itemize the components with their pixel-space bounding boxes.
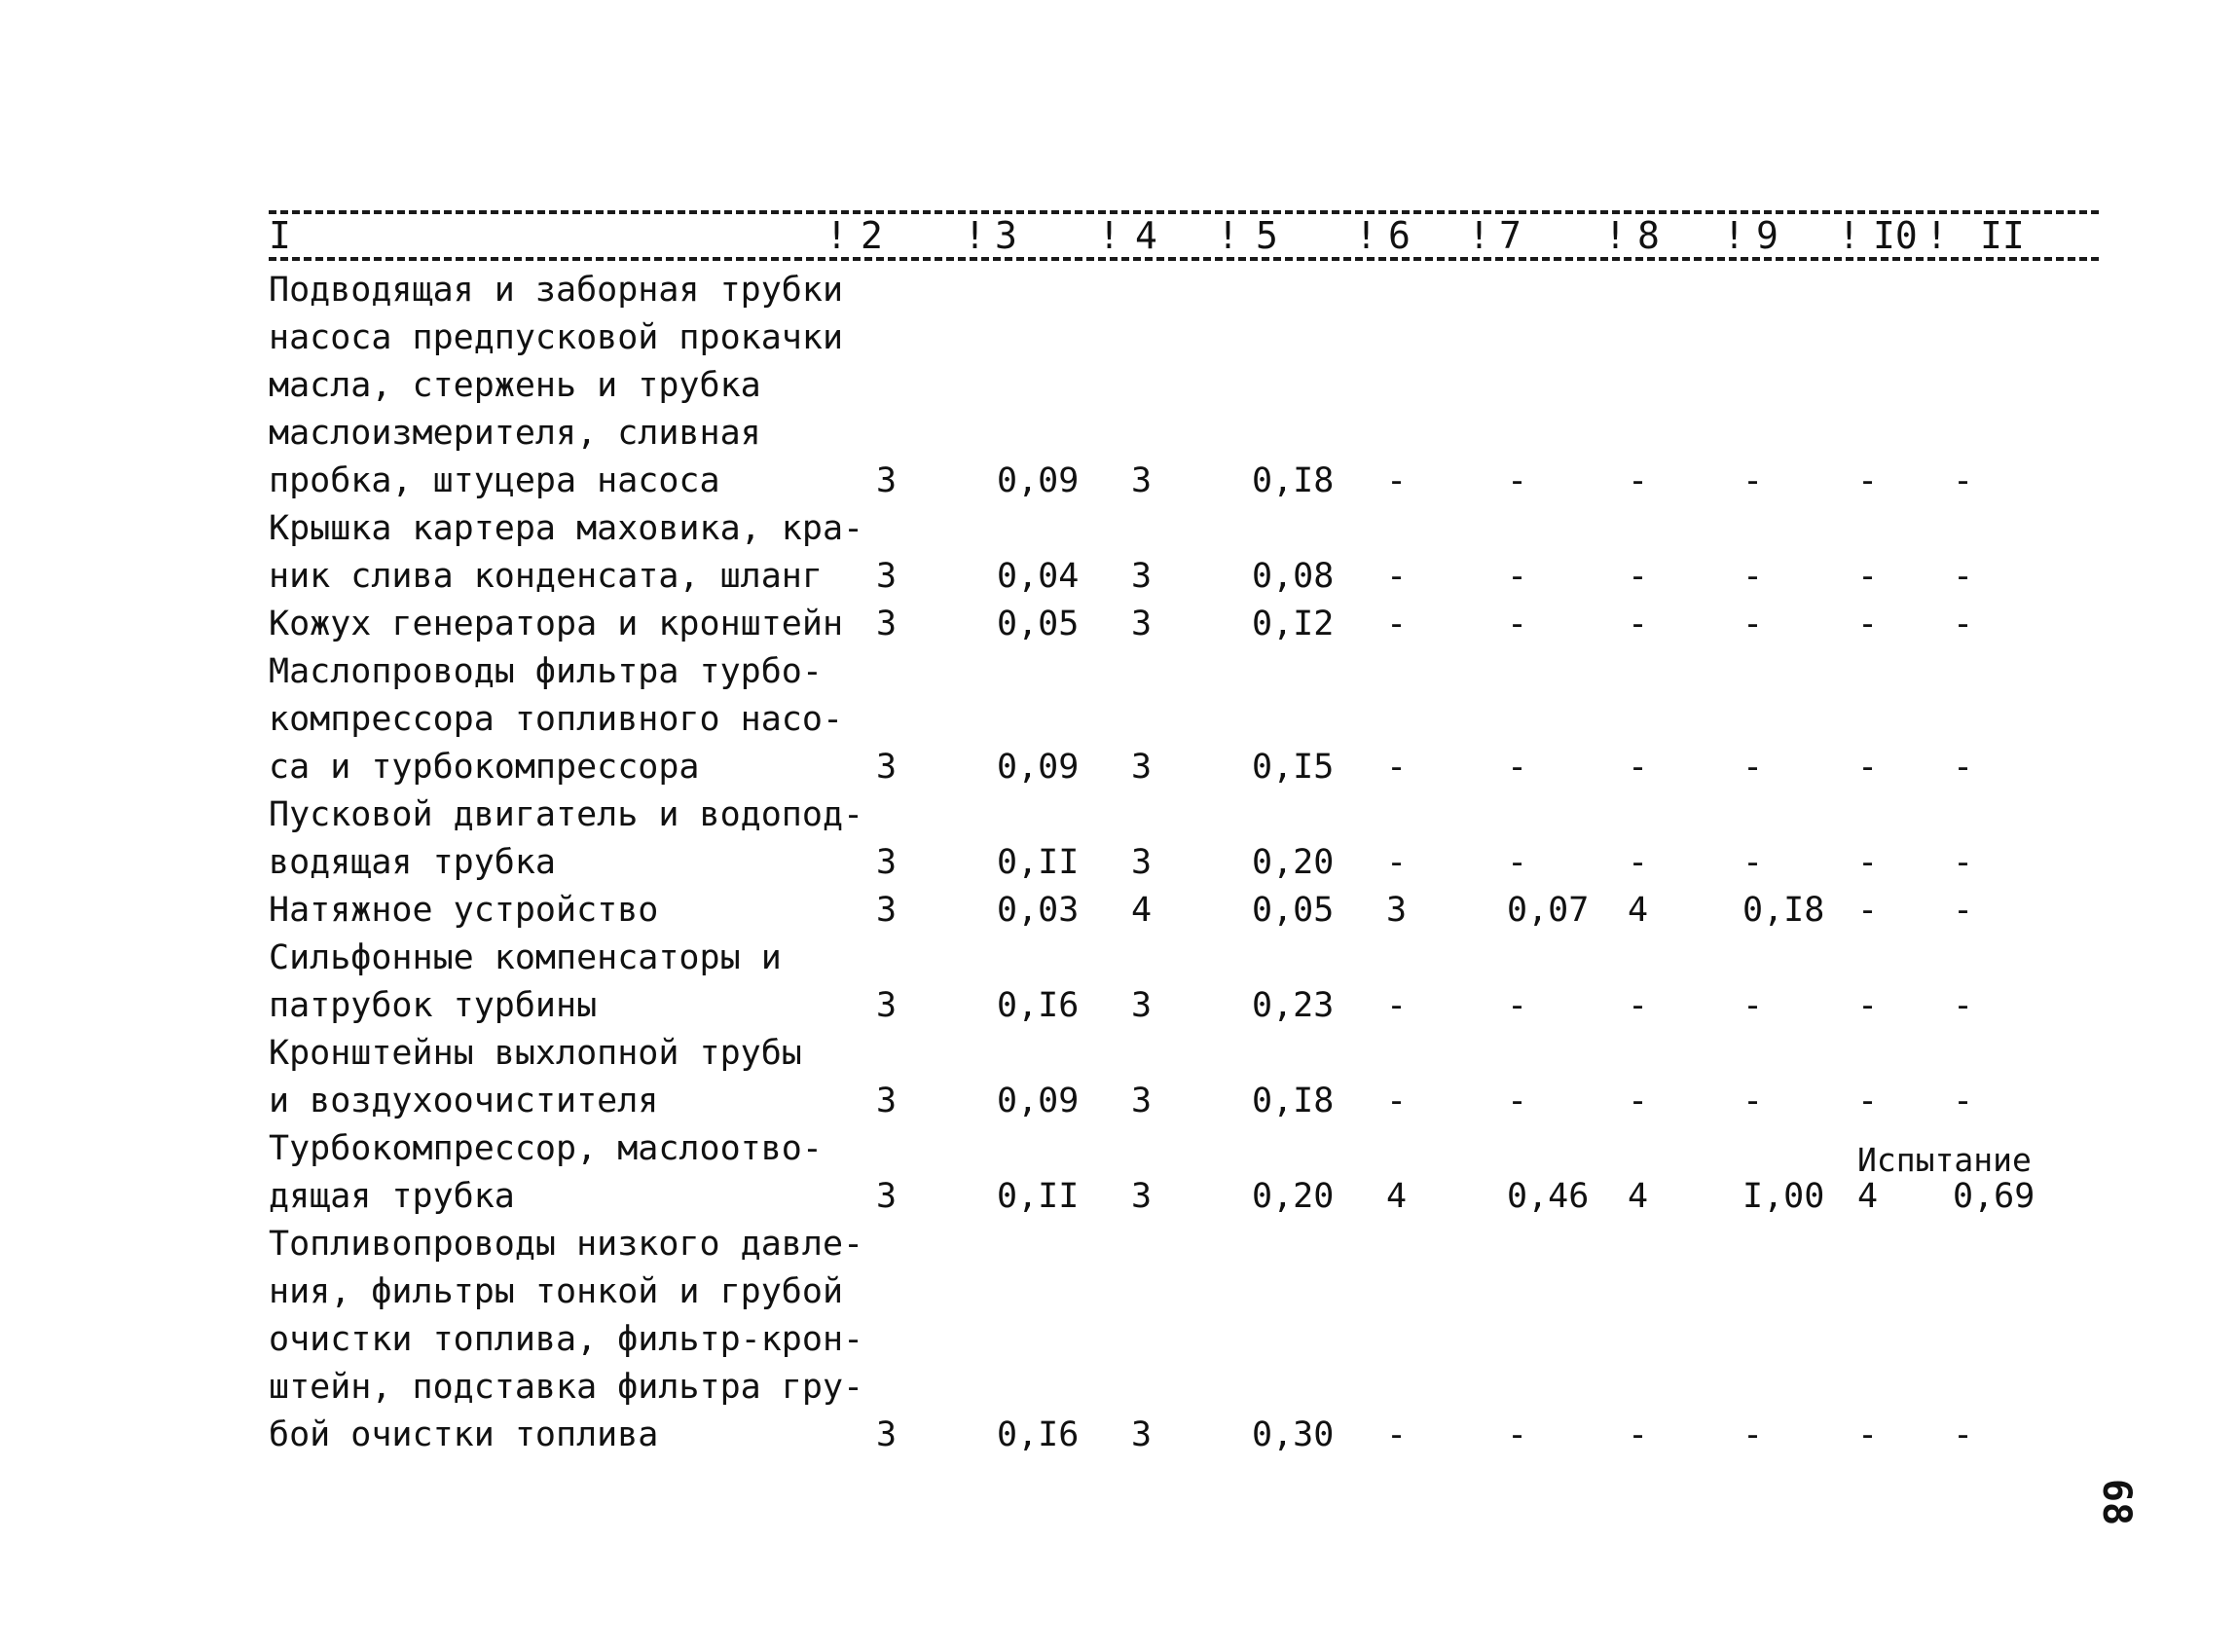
row-5-label-line-2: водящая трубка	[269, 843, 557, 882]
row-3-col-9: -	[1742, 605, 1764, 643]
row-7-label-line-1: Сильфонные компенсаторы и	[269, 938, 782, 977]
row-2-col-7: -	[1507, 557, 1528, 596]
row-2-col-4: 3	[1131, 557, 1153, 596]
row-1-col-9: -	[1742, 461, 1764, 500]
row-1-label-line-2: насоса предпусковой прокачки	[269, 318, 844, 357]
row-9-col-5: 0,20	[1252, 1177, 1335, 1216]
row-6-col-2: 3	[876, 891, 898, 930]
row-4-col-11: -	[1953, 748, 1974, 787]
row-4-label-line-3: са и турбокомпрессора	[269, 748, 700, 787]
row-7-label-line-2: патрубок турбины	[269, 986, 598, 1025]
row-7-col-11: -	[1953, 986, 1974, 1025]
row-8-col-6: -	[1386, 1082, 1408, 1120]
row-2-col-9: -	[1742, 557, 1764, 596]
row-1-label-line-4: маслоизмерителя, сливная	[269, 414, 761, 453]
header-col-10: I0	[1873, 214, 1918, 257]
row-9-label-line-1: Турбокомпрессор, маслоотво-	[269, 1129, 823, 1168]
row-8-col-5: 0,I8	[1252, 1082, 1335, 1120]
row-1-col-11: -	[1953, 461, 1974, 500]
row-2-col-3: 0,04	[997, 557, 1080, 596]
header-separator: !	[1468, 214, 1490, 257]
row-5-col-5: 0,20	[1252, 843, 1335, 882]
row-1-col-3: 0,09	[997, 461, 1080, 500]
row-3-col-7: -	[1507, 605, 1528, 643]
header-col-3: 3	[995, 214, 1017, 257]
row-7-col-3: 0,I6	[997, 986, 1080, 1025]
row-6-col-3: 0,03	[997, 891, 1080, 930]
row-3-label-line-1: Кожух генератора и кронштейн	[269, 605, 844, 643]
row-1-col-7: -	[1507, 461, 1528, 500]
header-col-9: 9	[1756, 214, 1779, 257]
row-2-col-2: 3	[876, 557, 898, 596]
row-3-col-10: -	[1857, 605, 1879, 643]
row-7-col-5: 0,23	[1252, 986, 1335, 1025]
row-10-label-line-2: ния, фильтры тонкой и грубой	[269, 1272, 844, 1311]
row-10-col-5: 0,30	[1252, 1415, 1335, 1454]
row-3-col-4: 3	[1131, 605, 1153, 643]
header-col-5: 5	[1256, 214, 1278, 257]
row-10-label-line-4: штейн, подставка фильтра гру-	[269, 1368, 864, 1407]
header-bottom-rule	[269, 257, 2099, 261]
row-2-label-line-1: Крышка картера маховика, кра-	[269, 509, 864, 548]
row-7-col-2: 3	[876, 986, 898, 1025]
row-7-col-7: -	[1507, 986, 1528, 1025]
header-separator: !	[1217, 214, 1239, 257]
row-6-col-4: 4	[1131, 891, 1153, 930]
row-2-col-8: -	[1628, 557, 1649, 596]
row-6-col-11: -	[1953, 891, 1974, 930]
row-4-col-4: 3	[1131, 748, 1153, 787]
row-5-col-4: 3	[1131, 843, 1153, 882]
row-9-note: Испытание	[1857, 1141, 2032, 1179]
row-9-col-7: 0,46	[1507, 1177, 1590, 1216]
row-2-label-line-2: ник слива конденсата, шланг	[269, 557, 823, 596]
row-5-col-8: -	[1628, 843, 1649, 882]
row-7-col-6: -	[1386, 986, 1408, 1025]
row-10-col-10: -	[1857, 1415, 1879, 1454]
row-3-col-3: 0,05	[997, 605, 1080, 643]
row-10-col-3: 0,I6	[997, 1415, 1080, 1454]
row-8-col-3: 0,09	[997, 1082, 1080, 1120]
row-2-col-11: -	[1953, 557, 1974, 596]
row-10-label-line-3: очистки топлива, фильтр-крон-	[269, 1320, 864, 1359]
row-3-col-6: -	[1386, 605, 1408, 643]
header-separator: !	[1098, 214, 1120, 257]
row-5-col-3: 0,II	[997, 843, 1080, 882]
row-5-col-6: -	[1386, 843, 1408, 882]
row-8-col-9: -	[1742, 1082, 1764, 1120]
header-separator: !	[964, 214, 986, 257]
row-6-col-6: 3	[1386, 891, 1408, 930]
row-3-col-11: -	[1953, 605, 1974, 643]
row-8-col-8: -	[1628, 1082, 1649, 1120]
row-9-col-8: 4	[1628, 1177, 1649, 1216]
row-6-col-8: 4	[1628, 891, 1649, 930]
row-1-col-2: 3	[876, 461, 898, 500]
row-10-col-8: -	[1628, 1415, 1649, 1454]
row-4-col-3: 0,09	[997, 748, 1080, 787]
row-4-col-2: 3	[876, 748, 898, 787]
header-separator: !	[1604, 214, 1627, 257]
page-number: 68	[2094, 1478, 2140, 1526]
row-8-col-11: -	[1953, 1082, 1974, 1120]
row-10-col-9: -	[1742, 1415, 1764, 1454]
row-6-col-10: -	[1857, 891, 1879, 930]
header-col-7: 7	[1499, 214, 1522, 257]
row-9-col-6: 4	[1386, 1177, 1408, 1216]
row-10-label-line-1: Топливопроводы низкого давле-	[269, 1225, 864, 1264]
row-3-col-5: 0,I2	[1252, 605, 1335, 643]
header-separator: !	[1925, 214, 1948, 257]
row-9-label-line-2: дящая трубка	[269, 1177, 515, 1216]
row-1-col-4: 3	[1131, 461, 1153, 500]
row-8-col-4: 3	[1131, 1082, 1153, 1120]
row-9-col-3: 0,II	[997, 1177, 1080, 1216]
row-4-label-line-2: компрессора топливного насо-	[269, 700, 844, 739]
row-10-col-7: -	[1507, 1415, 1528, 1454]
row-6-col-5: 0,05	[1252, 891, 1335, 930]
row-4-col-8: -	[1628, 748, 1649, 787]
row-9-col-9: I,00	[1742, 1177, 1825, 1216]
row-1-label-line-5: пробка, штуцера насоса	[269, 461, 720, 500]
row-4-col-7: -	[1507, 748, 1528, 787]
row-2-col-6: -	[1386, 557, 1408, 596]
row-1-col-10: -	[1857, 461, 1879, 500]
header-separator: !	[1355, 214, 1377, 257]
row-8-col-10: -	[1857, 1082, 1879, 1120]
row-7-col-4: 3	[1131, 986, 1153, 1025]
row-5-col-11: -	[1953, 843, 1974, 882]
row-1-col-6: -	[1386, 461, 1408, 500]
row-4-col-6: -	[1386, 748, 1408, 787]
row-1-col-5: 0,I8	[1252, 461, 1335, 500]
row-10-col-11: -	[1953, 1415, 1974, 1454]
row-10-label-line-5: бой очистки топлива	[269, 1415, 659, 1454]
row-10-col-6: -	[1386, 1415, 1408, 1454]
row-3-col-8: -	[1628, 605, 1649, 643]
row-8-label-line-1: Кронштейны выхлопной трубы	[269, 1034, 802, 1073]
header-col-4: 4	[1135, 214, 1157, 257]
header-separator: !	[1723, 214, 1745, 257]
row-7-col-8: -	[1628, 986, 1649, 1025]
row-1-label-line-3: масла, стержень и трубка	[269, 366, 761, 405]
header-separator: !	[1838, 214, 1860, 257]
header-col-8: 8	[1637, 214, 1660, 257]
row-4-col-5: 0,I5	[1252, 748, 1335, 787]
row-8-label-line-2: и воздухоочистителя	[269, 1082, 659, 1120]
row-1-col-8: -	[1628, 461, 1649, 500]
header-col-6: 6	[1388, 214, 1411, 257]
row-5-col-7: -	[1507, 843, 1528, 882]
row-6-col-7: 0,07	[1507, 891, 1590, 930]
row-2-col-5: 0,08	[1252, 557, 1335, 596]
row-10-col-4: 3	[1131, 1415, 1153, 1454]
row-5-col-9: -	[1742, 843, 1764, 882]
row-9-col-2: 3	[876, 1177, 898, 1216]
row-10-col-2: 3	[876, 1415, 898, 1454]
row-3-col-2: 3	[876, 605, 898, 643]
row-6-col-9: 0,I8	[1742, 891, 1825, 930]
row-9-col-11: 0,69	[1953, 1177, 2035, 1216]
row-1-label-line-1: Подводящая и заборная трубки	[269, 271, 844, 310]
table-top-rule	[269, 210, 2099, 214]
header-separator: !	[825, 214, 848, 257]
row-7-col-10: -	[1857, 986, 1879, 1025]
row-5-col-2: 3	[876, 843, 898, 882]
row-8-col-2: 3	[876, 1082, 898, 1120]
header-col-2: 2	[861, 214, 883, 257]
row-4-col-10: -	[1857, 748, 1879, 787]
header-col-11: II	[1980, 214, 2025, 257]
row-7-col-9: -	[1742, 986, 1764, 1025]
row-9-col-10: 4	[1857, 1177, 1879, 1216]
row-4-label-line-1: Маслопроводы фильтра турбо-	[269, 652, 823, 691]
row-2-col-10: -	[1857, 557, 1879, 596]
row-9-col-4: 3	[1131, 1177, 1153, 1216]
header-col-1: I	[269, 214, 291, 257]
row-6-label-line-1: Натяжное устройство	[269, 891, 659, 930]
row-8-col-7: -	[1507, 1082, 1528, 1120]
row-5-col-10: -	[1857, 843, 1879, 882]
row-4-col-9: -	[1742, 748, 1764, 787]
row-5-label-line-1: Пусковой двигатель и водопод-	[269, 795, 864, 834]
